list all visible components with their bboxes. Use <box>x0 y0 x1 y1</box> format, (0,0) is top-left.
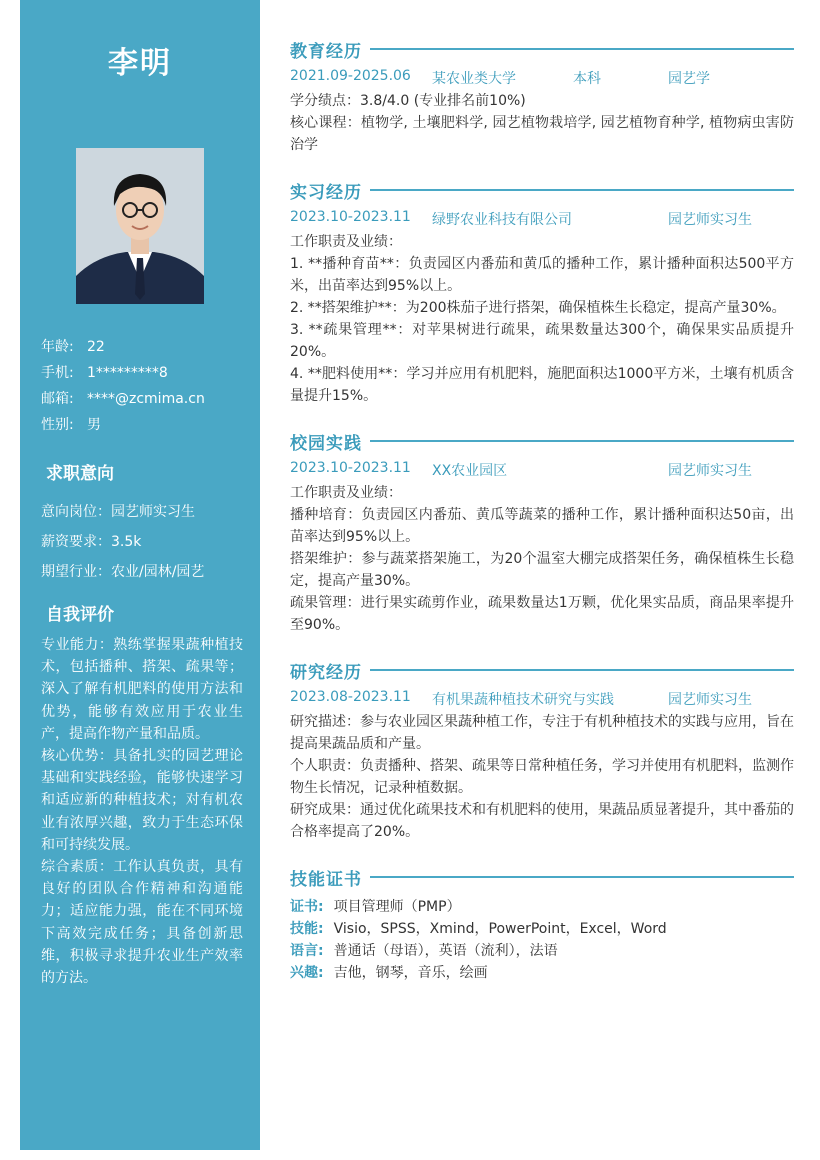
campus-line: 疏果管理：进行果实疏剪作业，疏果数量达1万颗，优化果实品质，商品果率提升至90%。 <box>290 595 794 633</box>
intent-title: 求职意向 <box>46 464 114 484</box>
intent-industry: 期望行业：农业/园林/园艺 <box>41 564 205 580</box>
research-project: 有机果蔬种植技术研究与实践 <box>432 692 614 708</box>
info-phone: 手机: 1*********8 <box>41 365 168 381</box>
campus-line: 搭架维护：参与蔬菜搭架施工，为20个温室大棚完成搭架任务，确保植株生长稳定，提高产量30%。 <box>290 551 794 589</box>
section-divider <box>370 48 794 50</box>
self-eval-title: 自我评价 <box>46 605 114 625</box>
section-divider <box>370 669 794 671</box>
campus-line: 工作职责及业绩： <box>290 485 402 501</box>
intern-line: 工作职责及业绩： <box>290 234 402 250</box>
skill-row-skills: 技能: Visio，SPSS，Xmind，PowerPoint，Excel，Word <box>290 921 667 937</box>
sidebar <box>20 0 260 1150</box>
section-header <box>290 428 794 454</box>
self-eval-paragraph: 综合素质：工作认真负责，具有良好的团队合作精神和沟通能力；适应能力强，能在不同环境下高效完成任务；具备创新思维，积极寻求提升农业生产效率的方法。 <box>41 859 243 987</box>
research-section <box>290 657 794 843</box>
education-meta <box>290 68 794 90</box>
intern-role: 园艺师实习生 <box>668 212 752 228</box>
skill-row-certificates: 证书: 项目管理师（PMP） <box>290 899 461 915</box>
skills-list <box>290 896 794 984</box>
personal-info <box>41 334 205 438</box>
campus-details <box>290 482 794 636</box>
intern-line: 3. **疏果管理**：对苹果树进行疏果，疏果数量达300个，确保果实品质提升20%。 <box>290 322 794 360</box>
research-meta <box>290 689 794 711</box>
campus-date: 2023.10-2023.11 <box>290 460 411 476</box>
intern-org: 绿野农业科技有限公司 <box>432 212 572 228</box>
section-divider <box>370 876 794 878</box>
self-eval-paragraph: 核心优势：具备扎实的园艺理论基础和实践经验，能够快速学习和适应新的种植技术；对有机农业有浓厚兴趣，致力于生态环保和可持续发展。 <box>41 748 243 853</box>
intent-salary: 薪资要求：3.5k <box>41 534 142 550</box>
intern-line: 2. **搭架维护**：为200株茄子进行搭架，确保植株生长稳定，提高产量30%。 <box>290 300 786 316</box>
internship-section <box>290 177 794 407</box>
research-line: 个人职责：负责播种、搭架、疏果等日常种植任务，学习并使用有机肥料，监测作物生长情况，记录种植数据。 <box>290 758 794 796</box>
section-header <box>290 36 794 62</box>
info-age: 年龄: 22 <box>41 339 105 355</box>
research-role: 园艺师实习生 <box>668 692 752 708</box>
internship-details <box>290 231 794 407</box>
intern-date: 2023.10-2023.11 <box>290 209 411 225</box>
skill-row-interests: 兴趣: 吉他，钢琴，音乐，绘画 <box>290 965 488 981</box>
info-gender: 性别: 男 <box>41 417 101 433</box>
education-details <box>290 90 794 156</box>
self-eval-paragraph: 专业能力：熟练掌握果蔬种植技术，包括播种、搭架、疏果等；深入了解有机肥料的使用方法和优势，能够有效应用于农业生产，提高作物产量和品质。 <box>41 637 243 742</box>
section-header <box>290 657 794 683</box>
skills-section <box>290 864 794 984</box>
edu-degree: 本科 <box>573 71 601 87</box>
edu-date: 2021.09-2025.06 <box>290 68 411 84</box>
self-evaluation <box>41 634 243 989</box>
edu-line: 学分绩点：3.8/4.0 (专业排名前10%) <box>290 93 526 109</box>
section-header <box>290 177 794 203</box>
research-line: 研究成果：通过优化疏果技术和有机肥料的使用，果蔬品质显著提升，其中番茄的合格率提高了20%。 <box>290 802 794 840</box>
section-title: 实习经历 <box>290 182 362 203</box>
edu-major: 园艺学 <box>668 71 710 87</box>
section-title: 校园实践 <box>290 433 362 454</box>
intern-line: 1. **播种育苗**：负责园区内番茄和黄瓜的播种工作，累计播种面积达500平方米，出苗率达到95%以上。 <box>290 256 794 294</box>
campus-meta <box>290 460 794 482</box>
edu-school: 某农业类大学 <box>432 71 516 87</box>
info-email: 邮箱: ****@zcmima.cn <box>41 391 205 407</box>
skill-row-languages: 语言: 普通话（母语），英语（流利），法语 <box>290 943 558 959</box>
intent-position: 意向岗位：园艺师实习生 <box>41 504 195 520</box>
research-date: 2023.08-2023.11 <box>290 689 411 705</box>
section-header <box>290 864 794 890</box>
internship-meta <box>290 209 794 231</box>
section-divider <box>370 189 794 191</box>
campus-org: XX农业园区 <box>432 463 508 479</box>
section-divider <box>370 440 794 442</box>
research-line: 研究描述：参与农业园区果蔬种植工作，专注于有机种植技术的实践与应用，旨在提高果蔬品质和产量。 <box>290 714 794 752</box>
campus-line: 播种培育：负责园区内番茄、黄瓜等蔬菜的播种工作，累计播种面积达50亩，出苗率达到95%以上。 <box>290 507 794 545</box>
section-title: 技能证书 <box>290 869 362 890</box>
campus-section <box>290 428 794 636</box>
resume-name: 李明 <box>108 46 172 81</box>
job-intent <box>41 497 204 587</box>
research-details <box>290 711 794 843</box>
section-title: 研究经历 <box>290 662 362 683</box>
education-section <box>290 36 794 156</box>
campus-role: 园艺师实习生 <box>668 463 752 479</box>
section-title: 教育经历 <box>290 41 362 62</box>
intern-line: 4. **肥料使用**：学习并应用有机肥料，施肥面积达1000平方米，土壤有机质含量提升15%。 <box>290 366 794 404</box>
edu-line: 核心课程：植物学, 土壤肥料学, 园艺植物栽培学, 园艺植物育种学, 植物病虫害防治学 <box>290 115 794 153</box>
profile-photo <box>76 148 204 304</box>
